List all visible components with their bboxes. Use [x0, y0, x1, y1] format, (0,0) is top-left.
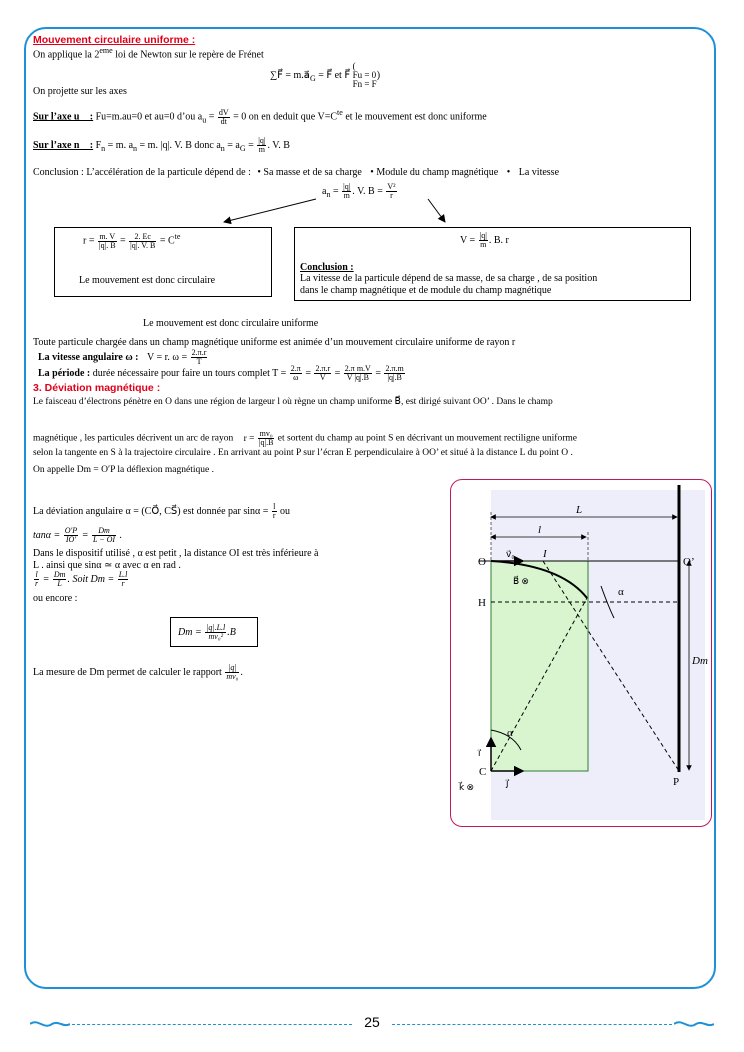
label-H: H: [478, 597, 486, 609]
tan-alpha-line: tanα = $\frac{O'P}{IO'}$ = $\frac{Dm}{L - OI}$ .: [33, 526, 123, 544]
charged-particle-intro: Toute particule chargée dans un champ magnétique uniforme est animée d’un mouvement circulaire uniforme de rayon r: [33, 337, 516, 348]
deviation-p4: On appelle Dm = O′P la déflexion magnétique .: [33, 465, 214, 475]
deviation-p3: selon la tangente en S à la trajectoire circulaire . En arrivant au point P sur l’écran E perpendiculaire à OO’ et situé à la distance L du point O .: [33, 448, 573, 458]
arrow-right: [428, 199, 445, 222]
conclusion-acceleration: Conclusion : L’accélération de la particule dépend de : • Sa masse et de sa charge • Module du champ magnétique • La vitesse: [33, 167, 560, 178]
speed-box: [294, 227, 691, 301]
radius-box: [54, 227, 272, 297]
label-j: j⃗: [506, 778, 509, 788]
footer-line-left: [72, 1024, 352, 1025]
deviation-p1: Le faisceau d’électrons pénètre en O dans une région de largeur l où règne un champ uniforme B⃗, est dirigé suivant OO’ . Dans le champ: [33, 397, 553, 407]
dm-final-formula-box: [170, 617, 258, 647]
label-Op: O’: [683, 556, 695, 568]
deviation-diagram-svg: [451, 480, 712, 827]
label-v0: v⃗₀: [506, 549, 515, 559]
label-alpha-bottom: α: [507, 727, 513, 739]
an-equation: $a_n$ = $\frac{|q|}{m}$ . V. B = $\frac{\text{V²}}{r}$: [322, 182, 396, 200]
axis-u-line: Sur l’axe u⃗ : Fu=m.au=0 et au=0 d’ou $a_u$ = $\frac{dV}{dt}$ = 0 on en deduit que $V=C^{te}$ et le mouvement est donc uniforme: [33, 107, 487, 126]
label-alpha-top: α: [618, 586, 624, 598]
deviation-diagram: [450, 479, 712, 827]
speed-conclusion-line1: La vitesse de la particule dépend de sa masse, de sa charge , de sa position: [300, 273, 598, 284]
label-I: I: [543, 548, 547, 560]
mesure-line: La mesure de Dm permet de calculer le rapport $\frac{|q|}{\text{mv₀}}$ .: [33, 663, 243, 681]
magnetic-field-region: [491, 561, 588, 771]
arrow-left: [224, 199, 316, 222]
angular-deviation-line: La déviation angulaire α = (CO⃗, CS⃗) est donnée par sinα = $\frac{l}{r}$ ou: [33, 502, 291, 520]
deviation-p2: magnétique , les particules décrivent un arc de rayon r = $\frac{\text{mv₀}}{|q|.B}$ et sortent du champ au point S en décrivant un mouvement rectiligne uniforme: [33, 429, 577, 447]
label-l: l: [538, 524, 542, 536]
footer-ornament-right: [674, 1018, 714, 1030]
footer-ornament-left: [30, 1018, 70, 1030]
footer-line-right: [392, 1024, 672, 1025]
axis-n-line: Sur l’axe n⃗ : $F_n = m$. $a_n = m$. |q|. V. B donc $a_n = a_G$ = $\frac{|q|}{m}$ . V. B: [33, 136, 290, 154]
label-O: O: [478, 556, 486, 568]
page-number: 25: [364, 1014, 380, 1030]
dm-soit-line: $\frac{l}{r}$ = $\frac{Dm}{L}$ . Soit Dm = $\frac{L.l}{r}$: [35, 570, 128, 588]
label-P: P: [673, 776, 680, 788]
small-angle-line1: Dans le dispositif utilisé , α est petit , la distance OI est très inférieure à: [33, 548, 319, 559]
section-title-deviation: 3. Déviation magnétique :: [33, 382, 161, 394]
angular-speed-line: La vitesse angulaire ω : V = r. ω = $\frac{2.\pi.r}{T}$: [38, 348, 207, 366]
label-C: C: [479, 766, 487, 778]
label-k: k⃗ ⊗: [459, 782, 475, 792]
newton-equation: ∑F⃗ = $m.a⃗_G$ = F⃗ et F⃗ ( Fu = 0 Fn = F ): [270, 61, 381, 89]
label-i: i⃗: [478, 748, 481, 758]
ou-encore: ou encore :: [33, 593, 78, 604]
uniform-circular-conclusion: Le mouvement est donc circulaire uniforme: [143, 318, 319, 329]
speed-conclusion-label: Conclusion :: [300, 262, 354, 273]
circular-motion-text: Le mouvement est donc circulaire: [79, 275, 216, 286]
small-angle-line2: L . ainsi que sinα ≃ α avec α en rad .: [33, 560, 181, 571]
projection-text: On projette sur les axes: [33, 86, 127, 97]
section-title-circular: Mouvement circulaire uniforme :: [33, 34, 196, 46]
speed-conclusion-line2: dans le champ magnétique et de module du champ magnétique: [300, 285, 552, 296]
dm-final-formula: Dm = $\frac{|q|.L.l}{\text{mv₀²}}$ .B: [178, 623, 236, 641]
speed-equation: V = $\frac{|q|}{m}$ . B. r: [460, 231, 509, 249]
label-B: B⃗ ⊗: [513, 576, 529, 586]
label-Dm: Dm: [692, 655, 708, 667]
newton-intro: On applique la 2eme loi de Newton sur le repère de Frénet: [33, 46, 264, 61]
radius-equation: r = $\frac{m. V}{|q|. B}$ = $\frac{2. Ec}{|q|. V. B}$ = $C^{te}$: [83, 231, 181, 250]
period-line: La période : durée nécessaire pour faire un tours complet T = $\frac{2.\pi}{\omega}$ = $\frac{2.\pi.r}{V}$ = $\frac{\text{2.π m.V}}{V |q|.B}$ = $\frac{2.\pi.m}{|q|.B}$: [38, 364, 404, 382]
label-L: L: [576, 504, 583, 516]
